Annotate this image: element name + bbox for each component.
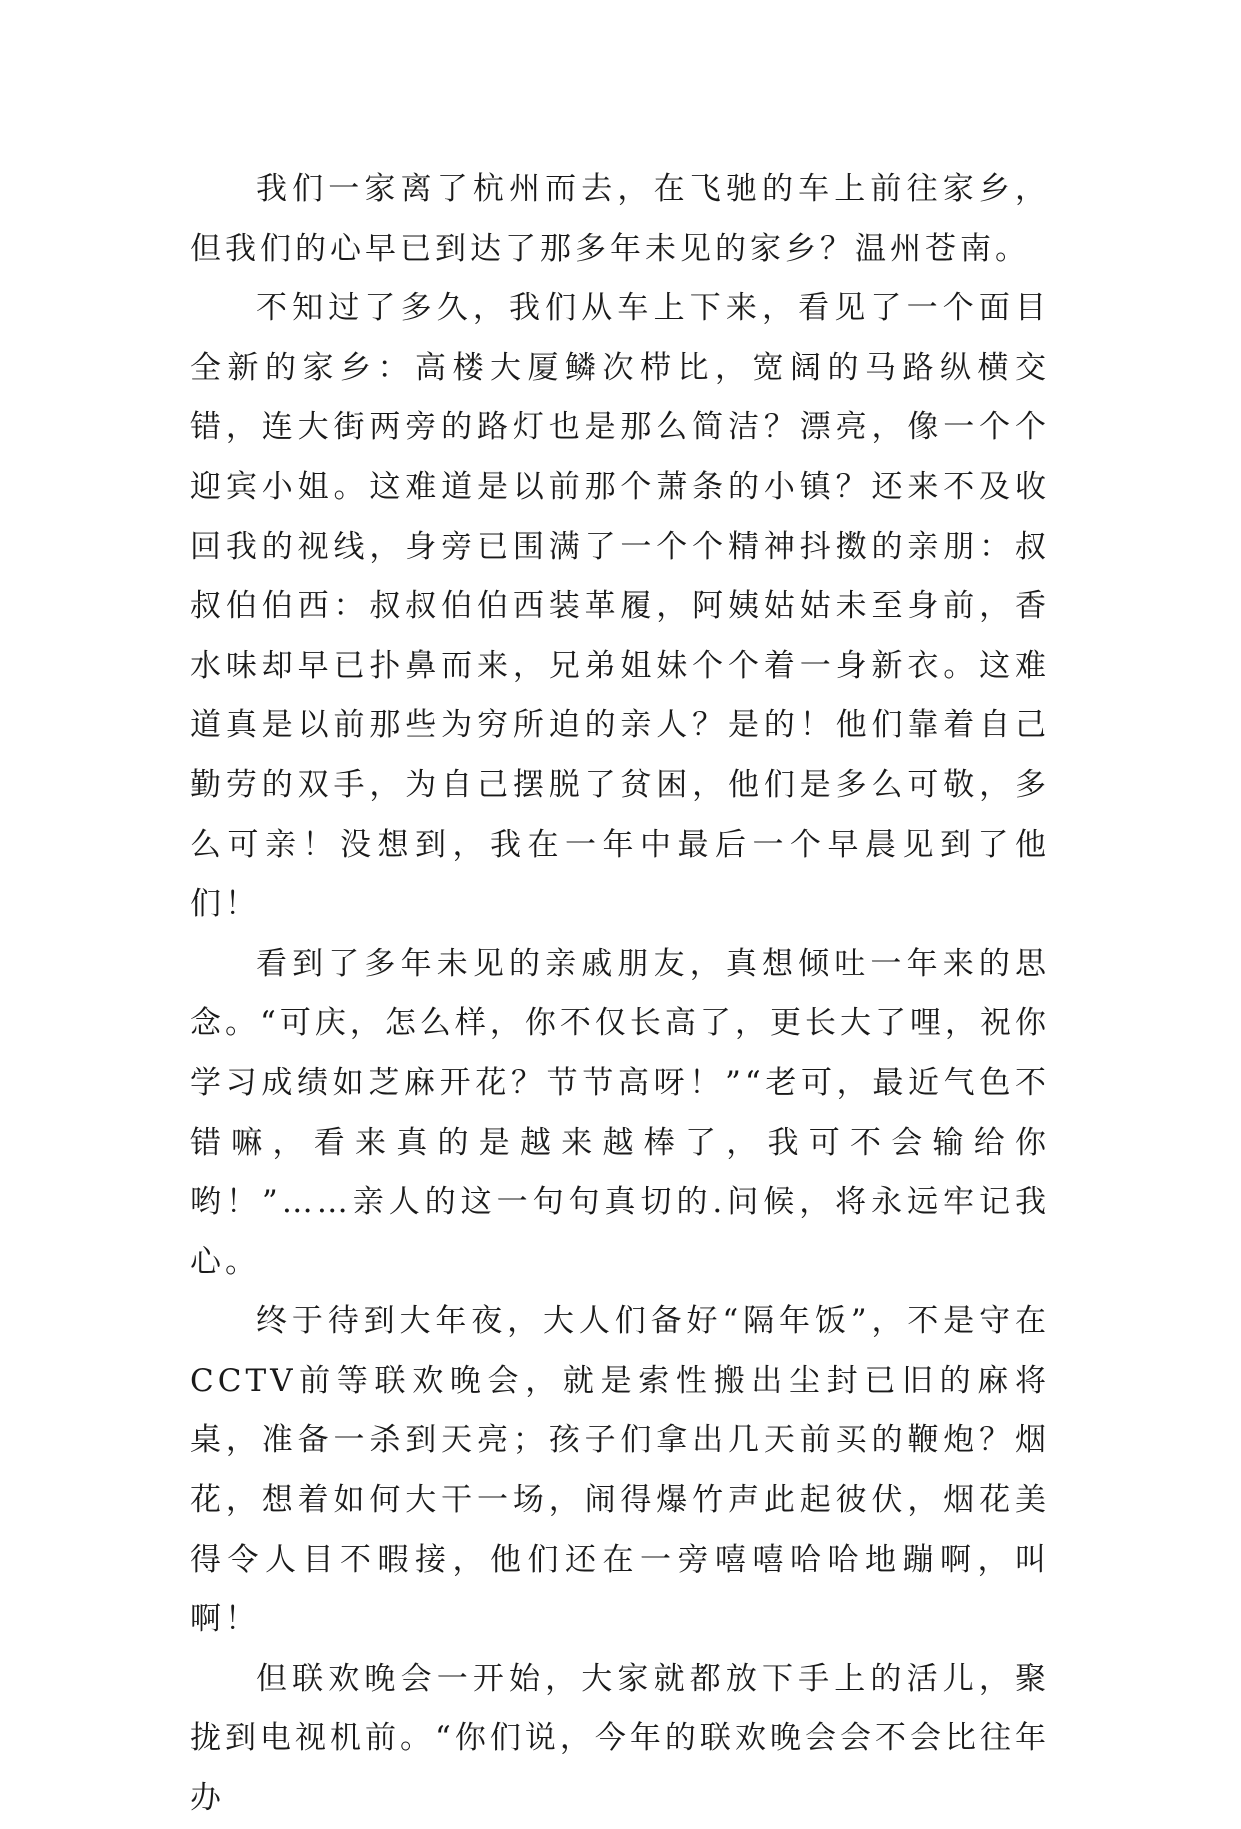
- paragraph-1: 我们一家离了杭州而去，在飞驰的车上前往家乡，但我们的心早已到达了那多年未见的家乡？温州苍南。: [190, 171, 1050, 267]
- paragraph-4: 终于待到大年夜，大人们备好“隔年饭”，不是守在CCTV前等联欢晚会，就是索性搬出尘封已旧的麻将桌，准备一杀到天亮；孩子们拿出几天前买的鞭炮？烟花，想着如何大干一场，闹得爆竹声此起彼伏，烟花美得令人目不暇接，他们还在一旁嘻嘻哈哈地蹦啊，叫啊！: [190, 1303, 1050, 1638]
- paragraph-3: 看到了多年未见的亲戚朋友，真想倾吐一年来的思念。“可庆，怎么样，你不仅长高了，更长大了哩，祝你学习成绩如芝麻开花？节节高呀！”“老可，最近气色不错嘛，看来真的是越来越棒了，我可不会输给你哟！”……亲人的这一句句真切的.问候，将永远牢记我心。: [190, 945, 1050, 1280]
- document-body: [190, 160, 1050, 1829]
- paragraph-2: 不知过了多久，我们从车上下来，看见了一个面目全新的家乡：高楼大厦鳞次栉比，宽阔的马路纵横交错，连大街两旁的路灯也是那么简洁？漂亮，像一个个迎宾小姐。这难道是以前那个萧条的小镇？还来不及收回我的视线，身旁已围满了一个个精神抖擞的亲朋：叔叔伯伯西：叔叔伯伯西装革履，阿姨姑姑未至身前，香水味却早已扑鼻而来，兄弟姐妹个个着一身新衣。这难道真是以前那些为穷所迫的亲人？是的！他们靠着自己勤劳的双手，为自己摆脱了贫困，他们是多么可敬，多么可亲！没想到，我在一年中最后一个早晨见到了他们！: [190, 290, 1050, 923]
- paragraph-5: 但联欢晚会一开始，大家就都放下手上的活儿，聚拢到电视机前。“你们说，今年的联欢晚会会不会比往年办: [190, 1660, 1050, 1817]
